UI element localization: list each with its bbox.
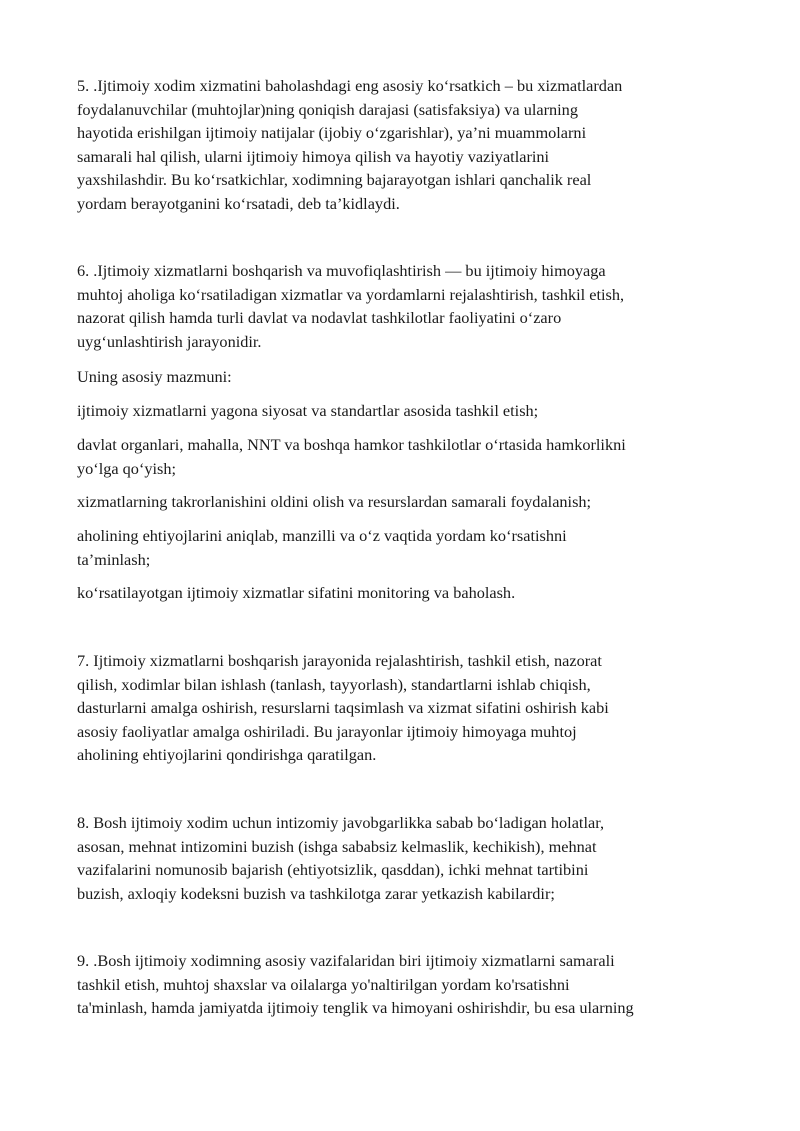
text-line: asosiy faoliyatlar amalga oshiriladi. Bu jarayonlar ijtimoiy himoyaga muhtoj [77, 721, 577, 741]
text-line: ta'minlash, hamda jamiyatda ijtimoiy tenglik va himoyani oshirishdir, bu esa ularning [77, 998, 634, 1018]
text-line: yo‘lga qo‘yish; [77, 458, 177, 478]
paragraph-6 [77, 259, 737, 353]
text-line: 6. .Ijtimoiy xizmatlarni boshqarish va muvofiqlashtirish — bu ijtimoiy himoyaga [77, 261, 606, 280]
text-line: samarali hal qilish, ularni ijtimoiy himoya qilish va hayotiy vaziyatlarini [77, 146, 550, 166]
paragraph-6-item-4 [77, 524, 737, 571]
text-line: 5. .Ijtimoiy xodim xizmatini baholashdagi eng asosiy ko‘rsatkich – bu xizmatlardan [77, 76, 623, 95]
paragraph-5 [77, 74, 737, 216]
text-line: asosan, mehnat intizomini buzish (ishga sababsiz kelmaslik, kechikish), mehnat [77, 836, 597, 856]
text-line: hayotida erishilgan ijtimoiy natijalar (ijobiy o‘zgarishlar), ya’ni muammolarni [77, 123, 587, 143]
text-line: ijtimoiy xizmatlarni yagona siyosat va standartlar asosida tashkil etish; [77, 401, 539, 420]
text-line: ko‘rsatilayotgan ijtimoiy xizmatlar sifatini monitoring va baholash. [77, 583, 516, 602]
text-line: aholining ehtiyojlarini aniqlab, manzilli va o‘z vaqtida yordam ko‘rsatishni [77, 526, 567, 545]
text-line: 7. Ijtimoiy xizmatlarni boshqarish jarayonida rejalashtirish, tashkil etish, nazorat [77, 651, 602, 670]
text-line: buzish, axloqiy kodeksni buzish va tashkilotga zarar yetkazish kabilardir; [77, 883, 555, 903]
text-line: davlat organlari, mahalla, NNT va boshqa hamkor tashkilotlar o‘rtasida hamkorlikni [77, 435, 626, 454]
paragraph-6-item-2 [77, 433, 737, 480]
text-line: tashkil etish, muhtoj shaxslar va oilalarga yo'naltirilgan yordam ko'rsatishni [77, 974, 570, 994]
paragraph-8 [77, 811, 737, 905]
text-line: uyg‘unlashtirish jarayonidir. [77, 331, 262, 351]
text-line: 8. Bosh ijtimoiy xodim uchun intizomiy javobgarlikka sabab bo‘ladigan holatlar, [77, 813, 605, 832]
text-line: yaxshilashdir. Bu ko‘rsatkichlar, xodimning bajarayotgan ishlari qanchalik real [77, 170, 592, 190]
text-line: xizmatlarning takrorlanishini oldini olish va resurslardan samarali foydalanish; [77, 492, 592, 511]
text-line: 9. .Bosh ijtimoiy xodimning asosiy vazifalaridan biri ijtimoiy xizmatlarni samarali [77, 951, 615, 970]
text-line: muhtoj aholiga ko‘rsatiladigan xizmatlar va yordamlarni rejalashtirish, tashkil etish, [77, 284, 625, 304]
text-line: ta’minlash; [77, 549, 151, 569]
text-line: nazorat qilish hamda turli davlat va nodavlat tashkilotlar faoliyatini o‘zaro [77, 308, 562, 328]
paragraph-6-item-5 [77, 581, 737, 605]
text-line: aholining ehtiyojlarini qondirishga qaratilgan. [77, 745, 377, 765]
text-line: foydalanuvchilar (muhtojlar)ning qoniqish darajasi (satisfaksiya) va ularning [77, 99, 578, 119]
text-line: yordam berayotganini ko‘rsatadi, deb ta’kidlaydi. [77, 193, 400, 213]
paragraph-6-item-1 [77, 399, 737, 423]
text-line: Uning asosiy mazmuni: [77, 367, 232, 386]
text-line: vazifalarini nomunosib bajarish (ehtiyotsizlik, qasddan), ichki mehnat tartibini [77, 860, 589, 880]
text-line: qilish, xodimlar bilan ishlash (tanlash, tayyorlash), standartlarni ishlab chiqish, [77, 674, 591, 694]
paragraph-7 [77, 649, 737, 767]
text-line: dasturlarni amalga oshirish, resurslarni taqsimlash va xizmat sifatini oshirish kabi [77, 698, 609, 718]
paragraph-6-intro [77, 365, 737, 389]
paragraph-9 [77, 949, 737, 1020]
paragraph-6-item-3 [77, 490, 737, 514]
